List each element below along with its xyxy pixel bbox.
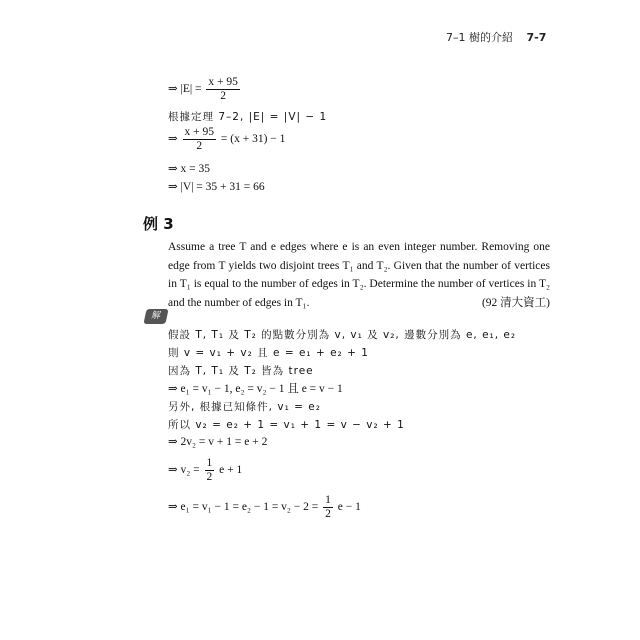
example-title: 例 3 [143, 215, 174, 233]
solution-icon: 解 [143, 309, 168, 324]
fraction [206, 76, 240, 103]
solution-line: 則 v = v₁ + v₂ 且 e = e₁ + e₂ + 1 [168, 347, 369, 359]
e1-rhs: e − 1 [337, 501, 361, 514]
running-header [446, 29, 546, 45]
step-1-text: ⇒ |E| = [168, 83, 202, 96]
section-title: 7–1 樹的介紹 [446, 31, 513, 44]
denominator: 2 [220, 90, 227, 102]
solution-line: ⇒ e₁ = v₁ − 1, e₂ = v₂ − 1 且 e = v − 1 [168, 383, 343, 395]
numerator: 1 [325, 494, 331, 506]
solution-line: 所以 v₂ = e₂ + 1 = v₁ + 1 = v − v₂ + 1 [168, 419, 405, 431]
v2-rhs: e + 1 [219, 464, 243, 477]
numerator: x + 95 [184, 126, 215, 138]
e1-lhs: ⇒ e₁ = v₁ − 1 = e₂ − 1 = v₂ − 2 = [168, 501, 319, 514]
problem-body: Assume a tree T and e edges where e is an even integer number. Removing one edge from T yields two disjoint trees T₁ and T₂. Given that the number of vertices in T₁ is equal to the number of edges in T₂. Determine the number of vertices in T₂ and the number of edges in T₁. [168, 241, 550, 309]
fraction [183, 126, 217, 153]
v2-lhs: ⇒ v₂ = [168, 464, 200, 477]
problem-text [168, 238, 550, 312]
step-3-arrow: ⇒ [168, 133, 178, 146]
step-4: ⇒ x = 35 [168, 163, 210, 175]
fraction [205, 457, 215, 484]
solution-line: 因為 T, T₁ 及 T₂ 皆為 tree [168, 365, 314, 377]
denominator: 2 [206, 471, 213, 483]
solution-line: 另外, 根據已知條件, v₁ = e₂ [168, 401, 321, 413]
problem-source: (92 清大資工) [481, 296, 550, 309]
step-3 [168, 126, 285, 153]
solution-line-v2 [168, 457, 242, 484]
numerator: x + 95 [208, 76, 238, 88]
solution-line: 假設 T, T₁ 及 T₂ 的點數分別為 v, v₁ 及 v₂, 邊數分別為 e, e₁, e₂ [168, 329, 517, 341]
page-number: 7-7 [526, 31, 547, 44]
solution-line: ⇒ 2v₂ = v + 1 = e + 2 [168, 436, 268, 448]
denominator: 2 [325, 508, 331, 520]
solution-line-e1 [168, 494, 361, 521]
step-2: 根據定理 7–2, |E| = |V| − 1 [168, 111, 328, 123]
numerator: 1 [206, 457, 213, 469]
step-3-text: = (x + 31) − 1 [220, 133, 286, 146]
step-1 [168, 76, 242, 103]
denominator: 2 [196, 140, 203, 152]
fraction [323, 494, 333, 521]
step-5: ⇒ |V| = 35 + 31 = 66 [168, 181, 265, 193]
